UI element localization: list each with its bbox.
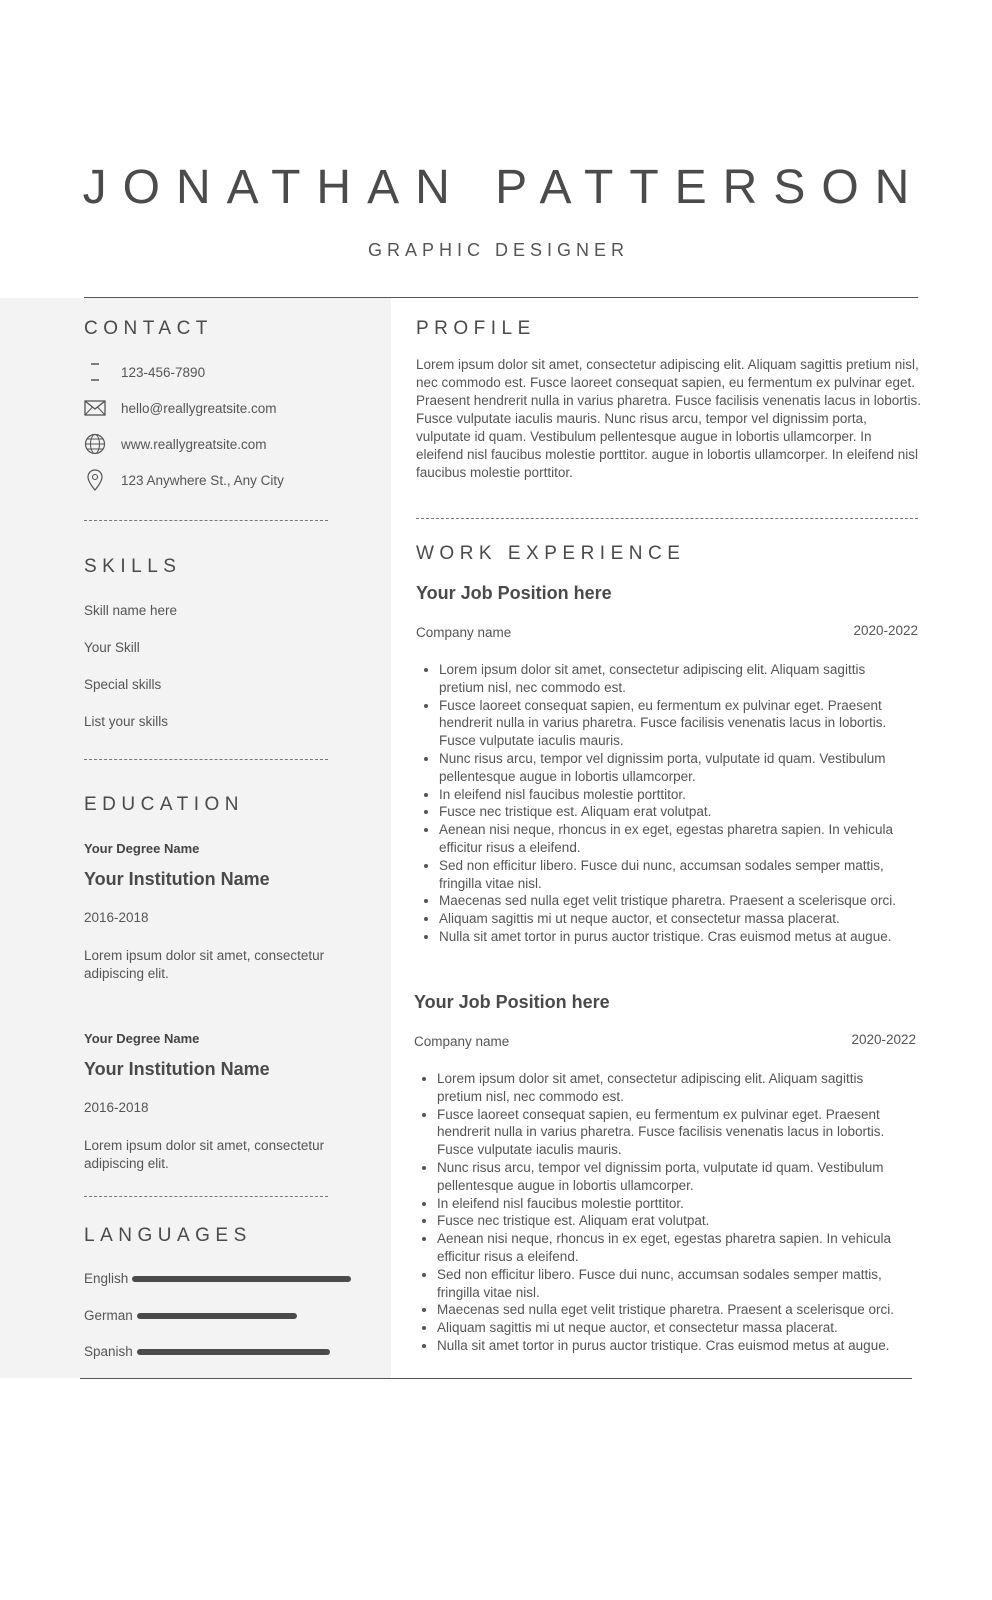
job-bullet: Nunc risus arcu, tempor vel dignissim porta, vulputate id quam. Vestibulum pellentesque augue in lobortis ullamcorper. bbox=[414, 1159, 894, 1195]
education-institution: Your Institution Name bbox=[84, 869, 270, 889]
skills-heading: SKILLS bbox=[84, 556, 182, 577]
sidebar bbox=[0, 298, 391, 1378]
contact-divider bbox=[84, 520, 328, 521]
languages-heading: LANGUAGES bbox=[84, 1225, 252, 1246]
education-degree: Your Degree Name bbox=[84, 1031, 200, 1046]
website-text: www.reallygreatsite.com bbox=[121, 436, 267, 452]
phone-text: 123-456-7890 bbox=[121, 364, 206, 380]
job-bullet: Aliquam sagittis mi ut neque auctor, et consectetur massa placerat. bbox=[416, 910, 896, 928]
job-company: Company name bbox=[414, 1034, 510, 1049]
contact-email bbox=[84, 396, 277, 420]
job-bullet: Fusce laoreet consequat sapien, eu fermentum ex pulvinar eget. Praesent hendrerit nulla in varius pharetra. Fusce facilisis venenatis lacus in lobortis. Fusce vulputate iaculis mauris. bbox=[416, 697, 896, 750]
job-bullet: Aenean nisi neque, rhoncus in ex eget, egestas pharetra sapien. In vehicula efficitur risus a eleifend. bbox=[416, 821, 896, 857]
language-row bbox=[84, 1271, 351, 1286]
resume-name: JONATHAN PATTERSON bbox=[82, 161, 926, 214]
job-bullet: Sed non efficitur libero. Fusce dui nunc, accumsan sodales semper mattis, fringilla vitae nisl. bbox=[414, 1266, 894, 1302]
job-bullet: Fusce laoreet consequat sapien, eu fermentum ex pulvinar eget. Praesent hendrerit nulla in varius pharetra. Fusce facilisis venenatis lacus in lobortis. Fusce vulputate iaculis mauris. bbox=[414, 1106, 894, 1159]
job-bullet: Lorem ipsum dolor sit amet, consectetur adipiscing elit. Aliquam sagittis pretium nisl, nec commodo est. bbox=[414, 1070, 894, 1106]
job-bullet: In eleifend nisl faucibus molestie porttitor. bbox=[416, 786, 896, 804]
education-description: Lorem ipsum dolor sit amet, consectetur adipiscing elit. bbox=[84, 1138, 325, 1171]
job-company: Company name bbox=[416, 625, 512, 640]
job-bullet: Nulla sit amet tortor in purus auctor tristique. Cras euismod metus at augue. bbox=[414, 1337, 894, 1355]
job-years: 2020-2022 bbox=[853, 623, 918, 638]
job-position: Your Job Position here bbox=[414, 992, 610, 1012]
education-description: Lorem ipsum dolor sit amet, consectetur adipiscing elit. bbox=[84, 948, 325, 981]
phone-icon bbox=[84, 361, 106, 383]
job-bullet: Aliquam sagittis mi ut neque auctor, et consectetur massa placerat. bbox=[414, 1319, 894, 1337]
job-bullet: Aenean nisi neque, rhoncus in ex eget, egestas pharetra sapien. In vehicula efficitur risus a eleifend. bbox=[414, 1230, 894, 1266]
job-years: 2020-2022 bbox=[851, 1032, 916, 1047]
job-bullet: Fusce nec tristique est. Aliquam erat volutpat. bbox=[414, 1212, 894, 1230]
language-level-bar bbox=[137, 1313, 297, 1319]
job-bullet: Nunc risus arcu, tempor vel dignissim porta, vulputate id quam. Vestibulum pellentesque augue in lobortis ullamcorper. bbox=[416, 750, 896, 786]
email-icon bbox=[84, 397, 106, 419]
skills-divider bbox=[84, 759, 328, 760]
location-icon bbox=[84, 469, 106, 491]
job-bullet: Maecenas sed nulla eget velit tristique pharetra. Praesent a scelerisque orci. bbox=[414, 1301, 894, 1319]
job-position: Your Job Position here bbox=[416, 583, 612, 603]
skill-item: List your skills bbox=[84, 714, 169, 729]
job-bullet-list bbox=[414, 1070, 894, 1355]
job-bullet: Fusce nec tristique est. Aliquam erat volutpat. bbox=[416, 803, 896, 821]
email-text: hello@reallygreatsite.com bbox=[121, 400, 277, 416]
contact-address bbox=[84, 468, 284, 492]
education-institution: Your Institution Name bbox=[84, 1059, 270, 1079]
profile-heading: PROFILE bbox=[416, 318, 536, 339]
job-bullet-list bbox=[416, 661, 896, 946]
language-name: English bbox=[84, 1271, 129, 1286]
education-years: 2016-2018 bbox=[84, 1100, 149, 1115]
language-name: Spanish bbox=[84, 1344, 133, 1359]
language-row bbox=[84, 1344, 330, 1359]
education-years: 2016-2018 bbox=[84, 910, 149, 925]
contact-website bbox=[84, 432, 267, 456]
education-divider bbox=[84, 1196, 328, 1197]
language-row bbox=[84, 1308, 297, 1323]
language-level-bar bbox=[132, 1276, 351, 1282]
profile-divider bbox=[416, 518, 918, 519]
language-name: German bbox=[84, 1308, 133, 1323]
job-bullet: Sed non efficitur libero. Fusce dui nunc, accumsan sodales semper mattis, fringilla vitae nisl. bbox=[416, 857, 896, 893]
resume-title: GRAPHIC DESIGNER bbox=[367, 240, 630, 260]
skill-item: Your Skill bbox=[84, 640, 140, 655]
language-level-bar bbox=[137, 1349, 330, 1355]
job-bullet: Maecenas sed nulla eget velit tristique pharetra. Praesent a scelerisque orci. bbox=[416, 892, 896, 910]
address-text: 123 Anywhere St., Any City bbox=[121, 472, 284, 488]
education-degree: Your Degree Name bbox=[84, 841, 200, 856]
job-bullet: Lorem ipsum dolor sit amet, consectetur adipiscing elit. Aliquam sagittis pretium nisl, nec commodo est. bbox=[416, 661, 896, 697]
contact-heading: CONTACT bbox=[84, 318, 213, 339]
education-heading: EDUCATION bbox=[84, 794, 244, 815]
globe-icon bbox=[84, 433, 106, 455]
job-bullet: Nulla sit amet tortor in purus auctor tristique. Cras euismod metus at augue. bbox=[416, 928, 896, 946]
skill-item: Special skills bbox=[84, 677, 162, 692]
profile-text: Lorem ipsum dolor sit amet, consectetur adipiscing elit. Aliquam sagittis pretium nisl, nec commodo est. Fusce laoreet consequat sapien, eu fermentum ex pulvinar eget. Praesent hendrerit nulla in varius pharetra. Fusce facilisis venenatis lacus in lobortis. Fusce vulputate iaculis mauris. Nunc risus arcu, tempor vel dignissim porta, vulputate id quam. Vestibulum pellentesque augue in lobortis ullamcorper. In eleifend nisl faucibus molestie porttitor. augue in lobortis ullamcorper. In eleifend nisl faucibus molestie porttitor. bbox=[416, 357, 921, 480]
footer-divider bbox=[80, 1378, 912, 1379]
work-heading: WORK EXPERIENCE bbox=[416, 543, 686, 564]
job-bullet: In eleifend nisl faucibus molestie porttitor. bbox=[414, 1195, 894, 1213]
contact-phone bbox=[84, 360, 205, 384]
skill-item: Skill name here bbox=[84, 603, 178, 618]
